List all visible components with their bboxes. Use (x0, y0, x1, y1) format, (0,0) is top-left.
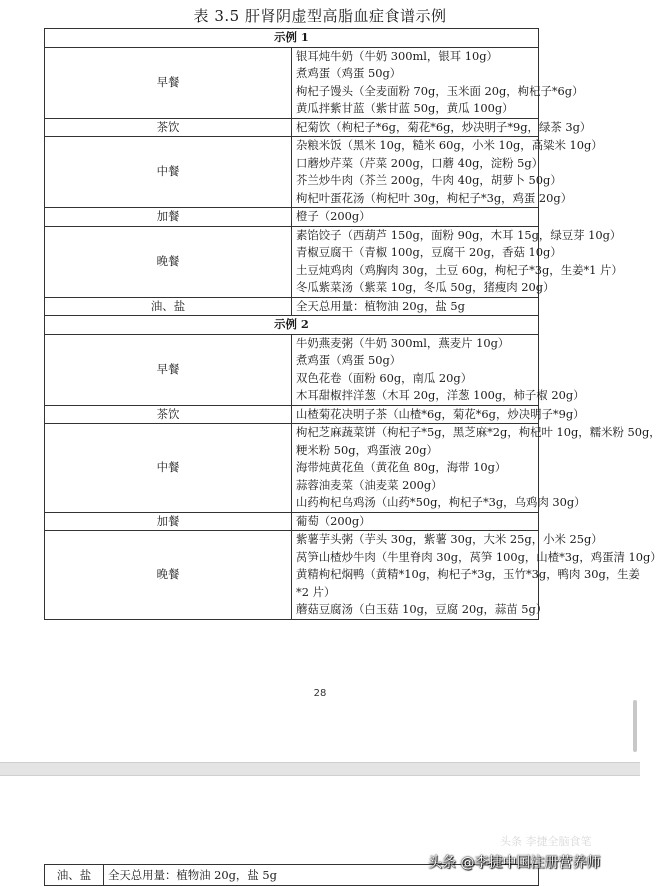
meal-row (45, 226, 539, 297)
menu-item: 海带炖黄花鱼（黄花鱼 80g，海带 10g） (296, 460, 507, 474)
menu-item: 口蘑炒芹菜（芹菜 200g，口蘑 40g，淀粉 5g） (296, 155, 544, 170)
menu-item: 葡萄（200g） (296, 513, 371, 528)
meal-items (292, 334, 585, 405)
meal-row (45, 47, 539, 118)
meal-items (292, 226, 623, 297)
meal-items (292, 297, 539, 316)
menu-item: 青椒豆腐干（青椒 100g，豆腐干 20g，香菇 10g） (296, 245, 562, 259)
meal-items (292, 118, 592, 137)
meal-row (45, 334, 539, 405)
menu-item: 杂粮米饭（黑米 10g，糙米 60g，小米 10g，高粱米 10g） (296, 138, 603, 152)
menu-item: 牛奶燕麦粥（牛奶 300ml，燕麦片 10g） (296, 335, 510, 350)
meal-label: 晚餐 (45, 531, 292, 620)
example-heading: 示例 2 (45, 316, 539, 335)
menu-item: 冬瓜紫菜汤（紫菜 10g，冬瓜 50g，猪瘦肉 20g） (296, 280, 555, 294)
menu-item: 全天总用量：植物油 20g，盐 5g (296, 298, 465, 313)
menu-item: 木耳甜椒拌洋葱（木耳 20g，洋葱 100g，柿子椒 20g） (296, 388, 585, 402)
meal-label: 中餐 (45, 424, 292, 513)
meal-label: 加餐 (45, 512, 292, 531)
meal-label: 中餐 (45, 137, 292, 208)
meal-items (292, 424, 661, 513)
scrollbar-thumb[interactable] (633, 700, 637, 752)
meal-row (45, 208, 539, 227)
menu-item: 蒜蓉油麦菜（油麦菜 200g） (296, 477, 443, 492)
menu-item: 双色花卷（面粉 60g，南瓜 20g） (296, 370, 473, 385)
menu-item: *2 片） (296, 584, 336, 599)
menu-item: 山药枸杞乌鸡汤（山药*50g，枸杞子*3g，乌鸡肉 30g） (296, 495, 586, 509)
menu-item: 土豆炖鸡肉（鸡胸肉 30g，土豆 60g，枸杞子*3g，生姜*1 片） (296, 262, 623, 277)
meal-items (292, 47, 584, 118)
page-title: 表 3.5 肝肾阴虚型高脂血症食谱示例 (193, 7, 447, 25)
meal-label: 油、盐 (45, 865, 104, 886)
page-number: 28 (313, 688, 327, 699)
meal-row (45, 405, 539, 424)
meal-row (45, 137, 539, 208)
menu-item: 蘑菇豆腐汤（白玉菇 10g，豆腐 20g，蒜苗 5g） (296, 602, 548, 616)
meal-items (292, 137, 603, 208)
meal-label: 茶饮 (45, 118, 292, 137)
meal-row (45, 118, 539, 137)
watermark-faint: 头条 李捷全脑食笔 (500, 835, 592, 848)
menu-item: 紫薯芋头粥（芋头 30g，紫薯 30g，大米 25g，小米 25g） (296, 532, 603, 546)
menu-item: 素馅饺子（西葫芦 150g，面粉 90g，木耳 15g，绿豆芽 10g） (296, 227, 622, 242)
meal-items (292, 512, 539, 531)
meal-row (45, 297, 539, 316)
menu-item: 橙子（200g） (296, 209, 371, 223)
meal-label: 早餐 (45, 47, 292, 118)
menu-item: 黄瓜拌紫甘蓝（紫甘蓝 50g，黄瓜 100g） (296, 101, 514, 115)
menu-item: 莴笋山楂炒牛肉（牛里脊肉 30g，莴笋 100g，山楂*3g，鸡蛋清 10g） (296, 549, 662, 564)
menu-item: 山楂菊花决明子茶（山楂*6g，菊花*6g，炒决明子*9g） (296, 406, 585, 421)
page-separator (0, 762, 640, 776)
example-heading: 示例 1 (45, 29, 539, 48)
meal-label: 油、盐 (45, 297, 292, 316)
menu-item: 煮鸡蛋（鸡蛋 50g） (296, 353, 402, 367)
menu-item: 枸杞子馒头（全麦面粉 70g，玉米面 20g，枸杞子*6g） (296, 83, 584, 98)
menu-item: 银耳炖牛奶（牛奶 300ml，银耳 10g） (296, 48, 498, 63)
meal-label: 晚餐 (45, 226, 292, 297)
menu-item: 黄精枸杞焖鸭（黄精*10g，枸杞子*3g，玉竹*3g，鸭肉 30g，生姜 (296, 567, 640, 581)
example-header-row (45, 29, 539, 48)
menu-item: 杞菊饮（枸杞子*6g，菊花*6g，炒决明子*9g，绿茶 3g） (296, 119, 592, 134)
menu-item: 枸杞芝麻蔬菜饼（枸杞子*5g，黑芝麻*2g，枸杞叶 10g，糯米粉 50g， (296, 425, 661, 439)
watermark: 头条 @李捷中国注册营养师 (428, 855, 601, 871)
menu-table (44, 28, 662, 620)
meal-row (45, 512, 539, 531)
menu-item: 煮鸡蛋（鸡蛋 50g） (296, 66, 402, 80)
menu-item: 芥兰炒牛肉（芥兰 200g，牛肉 40g，胡萝卜 50g） (296, 173, 562, 187)
menu-item: 枸杞叶蛋花汤（枸杞叶 30g，枸杞子*3g，鸡蛋 20g） (296, 190, 573, 205)
meal-items (292, 531, 662, 620)
meal-label: 早餐 (45, 334, 292, 405)
meal-items (292, 405, 585, 424)
meal-row (45, 424, 539, 513)
meal-label: 茶饮 (45, 405, 292, 424)
meal-items (292, 208, 539, 227)
menu-item: 全天总用量：植物油 20g，盐 5g (108, 868, 277, 882)
meal-row (45, 531, 539, 620)
menu-item: 粳米粉 50g，鸡蛋液 20g） (296, 442, 438, 457)
meal-label: 加餐 (45, 208, 292, 227)
example-header-row (45, 316, 539, 335)
